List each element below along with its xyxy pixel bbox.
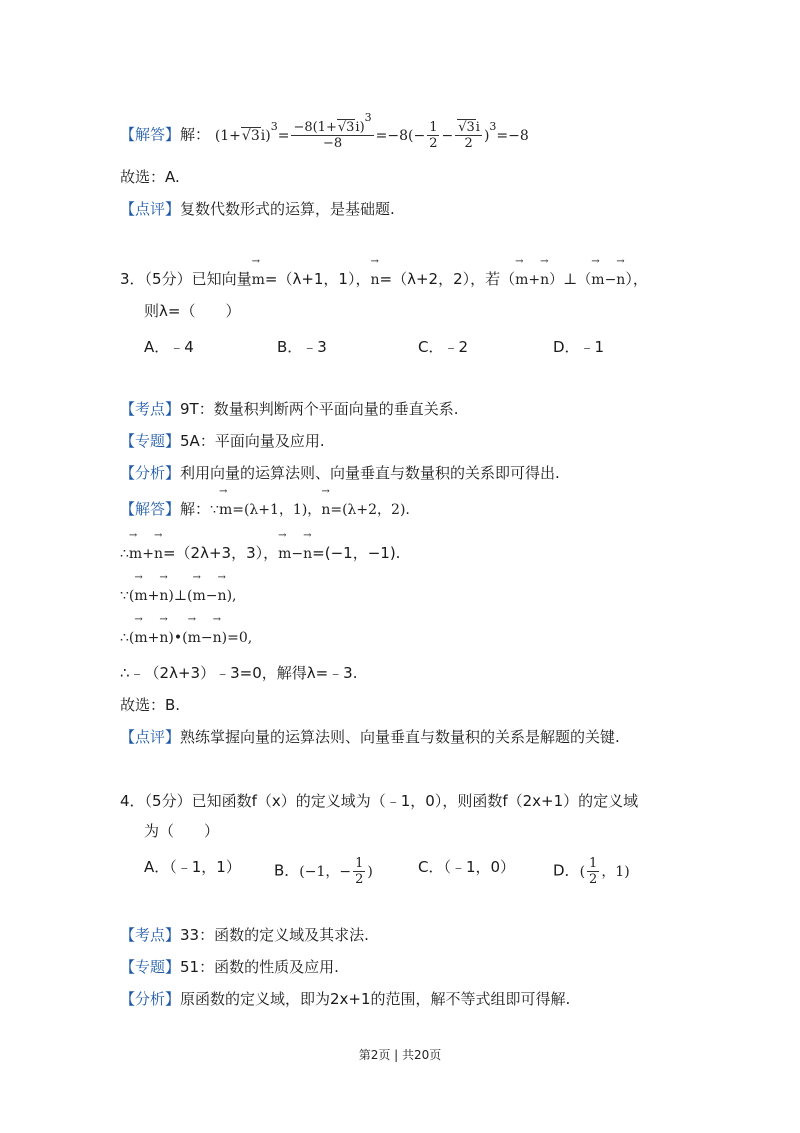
zhuanti-tag: 【专题】 [120,432,181,450]
vector-n: → n [370,269,379,291]
q4-zhuanti [120,956,339,978]
q3-step4: ∴(→ m+→ n)•(→ m−→ n)=0, [120,626,252,649]
q4-fenxi [120,988,570,1010]
q3-stem-mid2: =（λ+2，2），若（ [379,270,516,288]
q3-stem: 3．（5分）已知向量 [120,270,252,288]
q2-answer-line [120,111,529,151]
q2-choice: 故选：A. [120,168,180,186]
jieda-tag: 【解答】 [120,500,181,518]
q3-stem-tail: ）， [625,270,648,288]
q4-option-a: A．（﹣1，1） [144,858,241,876]
q4-option-d-label: D． [553,861,580,880]
q3-zhuanti [120,430,325,452]
kaodian-text: 9T：数量积判断两个平面向量的垂直关系. [180,400,459,418]
comment-text: 复数代数形式的运算，是基础题. [180,200,395,218]
fenxi-tag: 【分析】 [120,990,181,1008]
formula-fraction: $\frac{-8(1+√3i)^3}{-8}$ [293,111,372,151]
q3-option-b: B．﹣3 [277,338,327,356]
q3-stem-line1 [120,268,648,291]
kaodian-tag: 【考点】 [120,926,181,944]
q4-kaodian [120,924,369,946]
q3-stem-line2: 则λ=（ ） [144,302,241,320]
kaodian-tag: 【考点】 [120,400,181,418]
q3-fenxi [120,462,560,484]
q3-step2-a: =（2λ+3，3）， [162,544,279,562]
q3-option-a: A．﹣4 [144,338,194,356]
q3-kaodian [120,398,459,420]
q4-stem-line2: 为（ ） [144,822,220,840]
answer-tag: 【解答】 [120,125,181,144]
q3-step3: ∵(→ m+→ n)⊥(→ m−→ n), [120,584,236,607]
q4-option-b: B．(−1，− $\frac{1}{2}$ ) [274,856,373,887]
q3-perp-expression: → m+→ n）⊥（→ m−→ n [515,272,625,288]
q3-option-d: D．﹣1 [553,338,605,356]
comment-tag: 【点评】 [120,200,181,218]
q2-comment [120,198,395,220]
q4-option-b-label: B． [274,861,300,880]
fenxi-text: 原函数的定义域，即为2x+1的范围，解不等式组即可得解. [180,990,571,1008]
zhuanti-text: 51：函数的性质及应用. [180,958,339,976]
formula-q2: $(1+√3i)^3=$ $\frac{-8(1+√3i)^3}{-8}$ =−8(− $\frac{1}{2}$ − $\frac{√3i}{2}$ )$^3$=−8 [214,111,529,151]
q3-step5: ∴﹣（2λ+3）﹣3=0，解得λ=﹣3. [120,664,358,682]
zhuanti-text: 5A：平面向量及应用. [180,432,325,450]
kaodian-text: 33：函数的定义域及其求法. [180,926,369,944]
comment-tag: 【点评】 [120,728,181,746]
fenxi-text: 利用向量的运算法则、向量垂直与数量积的关系即可得出. [180,464,560,482]
fenxi-tag: 【分析】 [120,464,181,482]
q3-option-c: C．﹣2 [418,338,469,356]
page-footer: 第2页 | 共20页 [358,1048,442,1062]
q3-stem-mid1: =（λ+1，1）， [264,270,371,288]
q3-step1: ∵→ m=(λ+1，1)，→ n=(λ+2，2). [210,502,410,518]
answer-prefix: 解： [180,125,211,144]
zhuanti-tag: 【专题】 [120,958,181,976]
q4-option-d: D．( $\frac{1}{2}$ ，1) [553,856,630,887]
comment-text: 熟练掌握向量的运算法则、向量垂直与数量积的关系是解题的关键. [180,728,620,746]
jieda-prefix: 解： [180,500,211,518]
q3-jieda [120,498,410,521]
q3-step2-b: =(−1，−1). [312,544,401,562]
q3-choice: 故选：B. [120,696,181,714]
q4-option-c: C．（﹣1，0） [418,858,516,876]
vector-m: → m [252,269,265,291]
q3-step2: ∴→ m+→ n=（2λ+3，3），→ m−→ n=(−1，−1). [120,542,400,565]
q4-stem-line1: 4．（5分）已知函数f（x）的定义域为（﹣1，0），则函数f（2x+1）的定义域 [120,792,639,810]
q3-comment [120,726,620,748]
